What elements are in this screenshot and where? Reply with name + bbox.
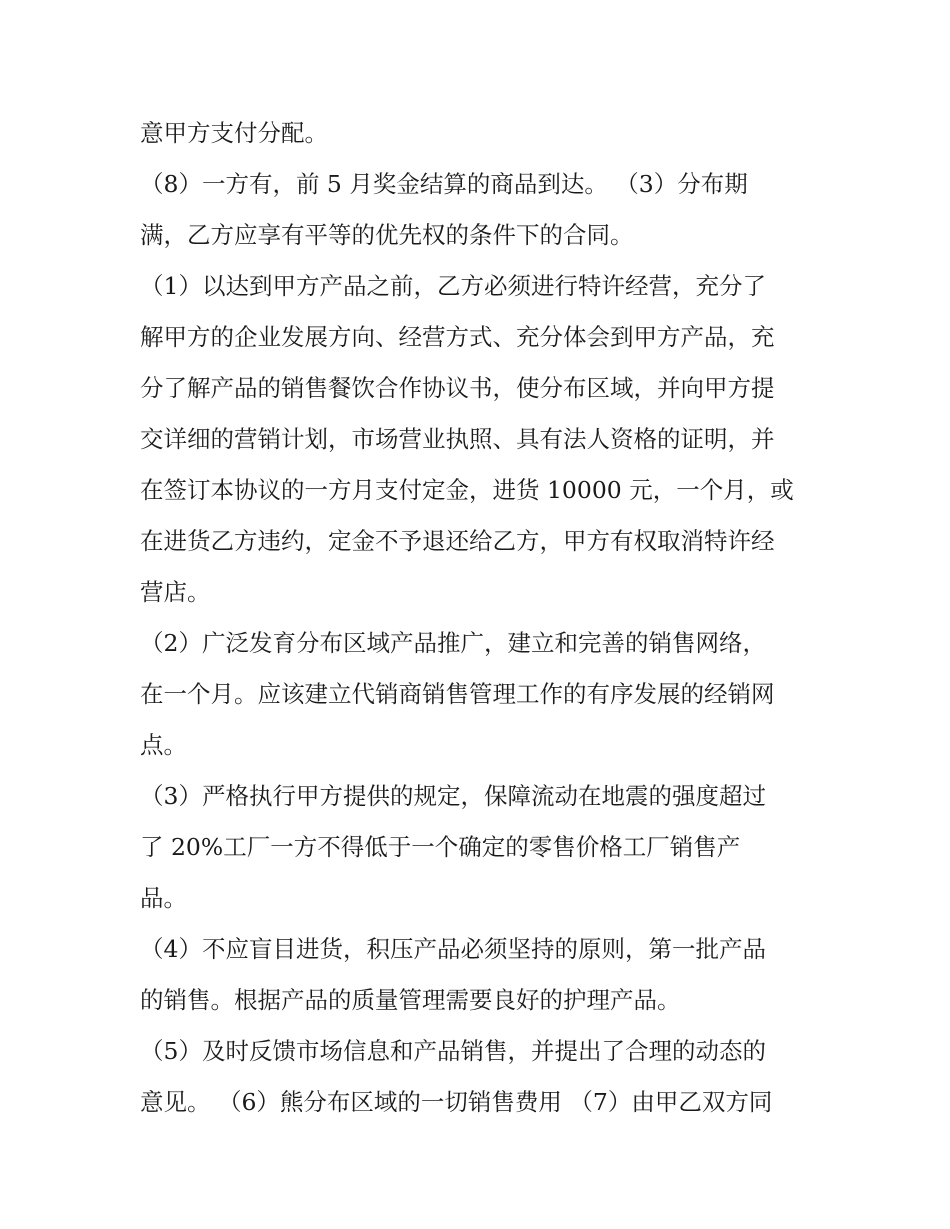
- text-line: 意见。 （6）熊分布区域的一切销售费用 （7）由甲乙双方同: [140, 1088, 773, 1116]
- text-line: 在进货乙方违约，定金不予退还给乙方，甲方有权取消特许经: [140, 527, 775, 555]
- text-line: 品。: [140, 884, 187, 912]
- text-line: 分了解产品的销售餐饮合作协议书，使分布区域，并向甲方提: [140, 374, 775, 402]
- text-line: 在签订本协议的一方月支付定金，进货 10000 元，一个月，或: [140, 476, 794, 504]
- text-line: （1）以达到甲方产品之前，乙方必须进行特许经营，充分了: [140, 272, 766, 300]
- document-body: [140, 108, 820, 1128]
- text-line: 的销售。根据产品的质量管理需要良好的护理产品。: [140, 986, 681, 1014]
- text-line: 满，乙方应享有平等的优先权的条件下的合同。: [140, 221, 634, 249]
- text-line: （2）广泛发育分布区域产品推广，建立和完善的销售网络，: [140, 629, 766, 657]
- text-line: 解甲方的企业发展方向、经营方式、充分体会到甲方产品，充: [140, 323, 775, 351]
- text-line: （4）不应盲目进货，积压产品必须坚持的原则，第一批产品: [140, 935, 766, 963]
- text-line: 意甲方支付分配。: [140, 119, 328, 147]
- text-line: （8）一方有，前 5 月奖金结算的商品到达。 （3）分布期: [140, 170, 748, 198]
- text-line: 交详细的营销计划，市场营业执照、具有法人资格的证明，并: [140, 425, 775, 453]
- text-line: 营店。: [140, 578, 211, 606]
- text-line: 在一个月。应该建立代销商销售管理工作的有序发展的经销网: [140, 680, 775, 708]
- text-line: （3）严格执行甲方提供的规定，保障流动在地震的强度超过: [140, 782, 766, 810]
- text-line: （5）及时反馈市场信息和产品销售，并提出了合理的动态的: [140, 1037, 766, 1065]
- text-line: 了 20%工厂一方不得低于一个确定的零售价格工厂销售产: [140, 833, 741, 861]
- text-line: 点。: [140, 731, 187, 759]
